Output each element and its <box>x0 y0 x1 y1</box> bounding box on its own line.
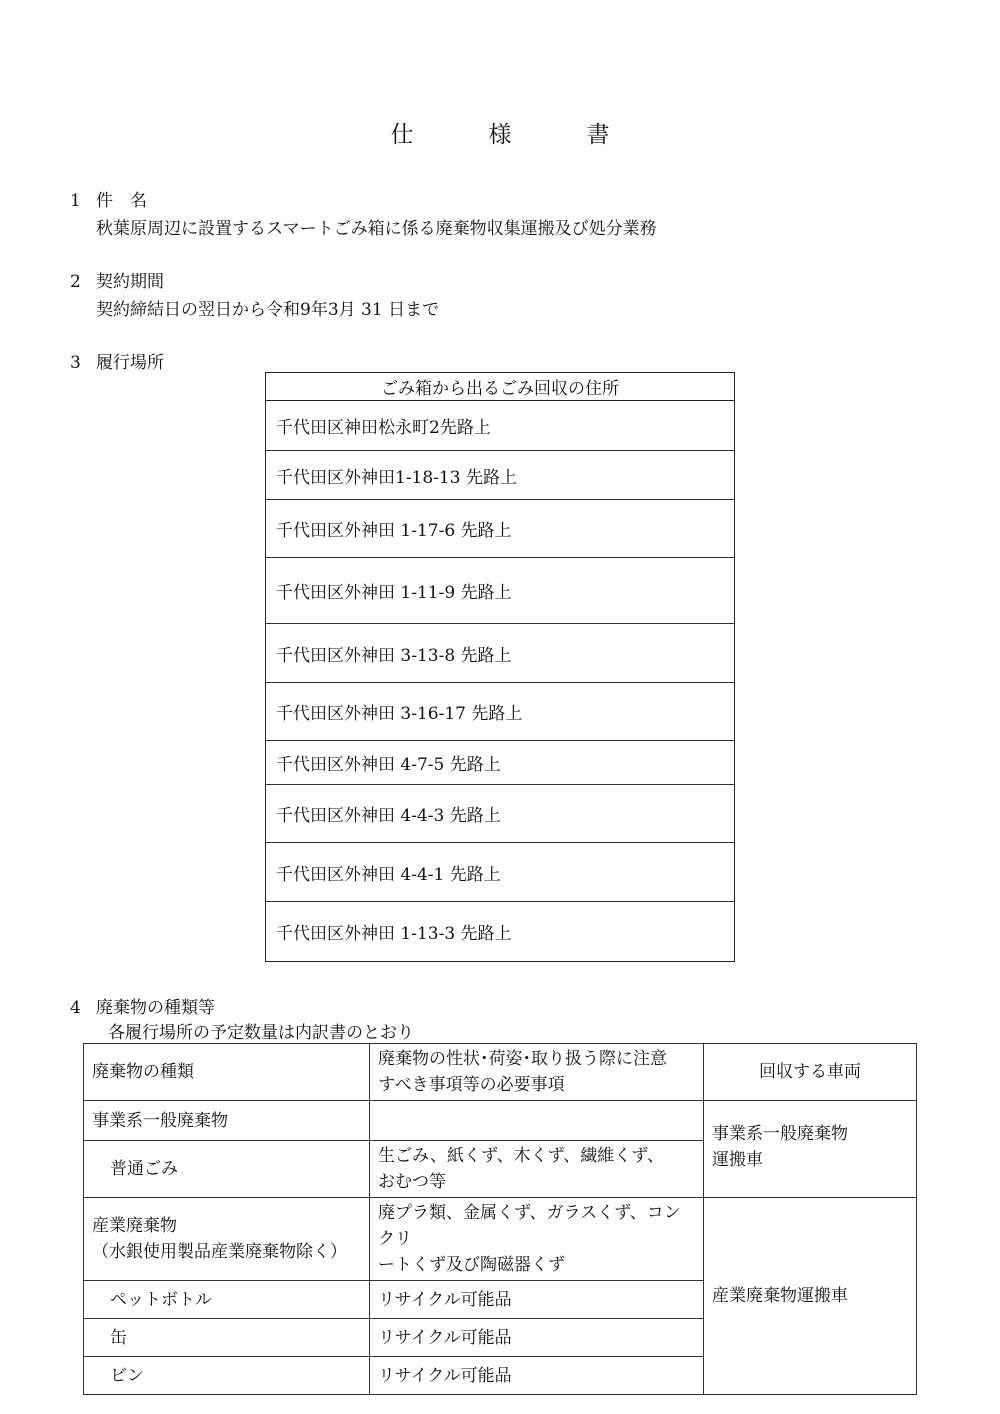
section-number: 3 <box>70 353 81 373</box>
general-waste-notes <box>370 1101 704 1141</box>
location-row: 千代田区外神田 1-11-9 先路上 <box>266 558 735 624</box>
location-row: 千代田区外神田 4-4-1 先路上 <box>266 843 735 902</box>
notes-line: ートくず及び陶磁器くず <box>378 1255 565 1275</box>
bottle-notes: リサイクル可能品 <box>370 1357 704 1395</box>
vehicle-line: 運搬車 <box>712 1150 763 1170</box>
section-number: 2 <box>70 272 81 292</box>
industrial-waste-type <box>84 1198 370 1281</box>
industrial-waste-notes <box>370 1198 704 1281</box>
section-3-heading <box>70 348 164 373</box>
pet-bottle-notes: リサイクル可能品 <box>370 1281 704 1319</box>
pet-bottle-type: ペットボトル <box>84 1281 370 1319</box>
document-title: 仕 様 書 <box>390 122 636 148</box>
notes-line: おむつ等 <box>378 1172 446 1192</box>
can-notes: リサイクル可能品 <box>370 1319 704 1357</box>
general-waste-vehicle <box>704 1101 917 1198</box>
header-notes-line: すべき事項等の必要事項 <box>378 1075 565 1095</box>
section-4-heading <box>70 993 215 1018</box>
section-1-heading <box>70 186 147 211</box>
type-line: 産業廃棄物 <box>92 1216 177 1236</box>
vehicle-line: 事業系一般廃棄物 <box>712 1124 848 1144</box>
table-row <box>84 1198 917 1281</box>
project-name: 秋葉原周辺に設置するスマートごみ箱に係る廃棄物収集運搬及び処分業務 <box>96 219 657 239</box>
can-type: 缶 <box>84 1319 370 1357</box>
location-row: 千代田区外神田1-18-13 先路上 <box>266 451 735 500</box>
section-title: 廃棄物の種類等 <box>96 998 215 1018</box>
notes-line: 廃プラ類、金属くず、ガラスくず、コンクリ <box>378 1203 681 1249</box>
header-waste-notes <box>370 1044 704 1101</box>
contract-period: 契約締結日の翌日から令和9年3月 31 日まで <box>96 300 440 320</box>
section-title: 契約期間 <box>96 272 164 292</box>
location-row: 千代田区神田松永町2先路上 <box>266 401 735 451</box>
quantity-note: 各履行場所の予定数量は内訳書のとおり <box>108 1023 414 1043</box>
table-row <box>84 1044 917 1101</box>
location-row: 千代田区外神田 1-13-3 先路上 <box>266 902 735 962</box>
location-row: 千代田区外神田 4-7-5 先路上 <box>266 741 735 785</box>
header-waste-type: 廃棄物の種類 <box>84 1044 370 1101</box>
bottle-type: ビン <box>84 1357 370 1395</box>
location-table <box>265 372 735 962</box>
location-row: 千代田区外神田 1-17-6 先路上 <box>266 500 735 558</box>
table-row <box>84 1101 917 1141</box>
section-number: 1 <box>70 191 81 211</box>
section-2-heading <box>70 267 164 292</box>
header-vehicle: 回収する車両 <box>704 1044 917 1101</box>
location-row: 千代田区外神田 3-13-8 先路上 <box>266 624 735 683</box>
type-line: （水銀使用製品産業廃棄物除く） <box>92 1242 347 1262</box>
ordinary-waste-notes <box>370 1141 704 1198</box>
location-table-header: ごみ箱から出るごみ回収の住所 <box>266 373 735 401</box>
notes-line: 生ごみ、紙くず、木くず、繊維くず、 <box>378 1146 664 1166</box>
waste-type-table <box>83 1043 917 1395</box>
industrial-waste-vehicle: 産業廃棄物運搬車 <box>704 1198 917 1395</box>
section-title: 履行場所 <box>96 353 164 373</box>
location-row: 千代田区外神田 3-16-17 先路上 <box>266 683 735 741</box>
location-row: 千代田区外神田 4-4-3 先路上 <box>266 785 735 843</box>
section-title: 件 名 <box>96 191 147 211</box>
general-waste-type: 事業系一般廃棄物 <box>84 1101 370 1141</box>
header-notes-line: 廃棄物の性状･荷姿･取り扱う際に注意 <box>378 1049 667 1069</box>
section-number: 4 <box>70 998 81 1018</box>
ordinary-waste-type: 普通ごみ <box>84 1141 370 1198</box>
